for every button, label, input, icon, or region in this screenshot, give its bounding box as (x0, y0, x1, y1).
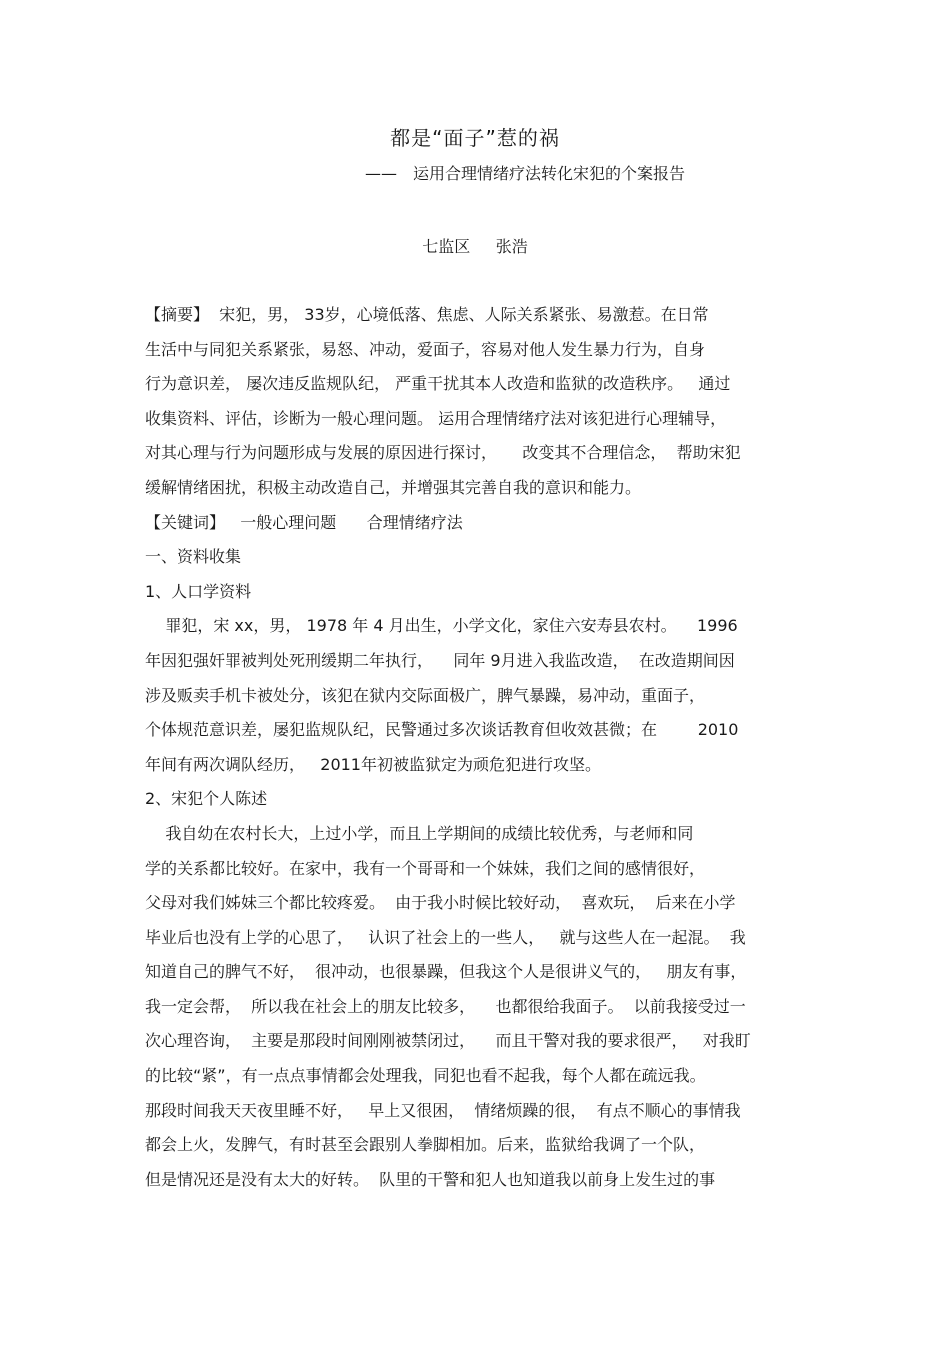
document-title: 都是“面子”惹的祸 (390, 126, 560, 150)
abstract-line: 行为意识差， 屡次违反监规队纪， 严重干扰其本人改造和监狱的改造秩序。 通过 (145, 374, 731, 394)
abstract-line: 缓解情绪困扰，积极主动改造自己，并增强其完善自我的意识和能力。 (145, 477, 642, 497)
abstract-line: 【摘要】 宋犯，男， 33岁，心境低落、焦虑、人际关系紧张、易激惹。在日常 (145, 305, 709, 324)
paragraph-line: 的比较“紧”，有一点点事情都会处理我，同犯也看不起我，每个人都在疏远我。 (145, 1066, 706, 1086)
abstract-line: 生活中与同犯关系紧张，易怒、冲动，爱面子，容易对他人发生暴力行为，自身 (145, 339, 706, 359)
keywords-line: 【关键词】 一般心理问题 合理情绪疗法 (145, 512, 463, 532)
paragraph-line: 年因犯强奸罪被判处死刑缓期二年执行， 同年 9月进入我监改造， 在改造期间因 (145, 650, 735, 670)
paragraph-line: 学的关系都比较好。在家中，我有一个哥哥和一个妹妹，我们之间的感情很好， (145, 858, 706, 878)
subsection-heading: 1、人口学资料 (145, 581, 252, 601)
section-heading: 一、资料收集 (145, 547, 242, 567)
paragraph-line: 知道自己的脾气不好， 很冲动，也很暴躁，但我这个人是很讲义气的， 朋友有事， (145, 962, 747, 982)
paragraph-line: 涉及贩卖手机卡被处分，该犯在狱内交际面极广，脾气暴躁，易冲动，重面子， (145, 685, 706, 705)
paragraph-line: 次心理咨询， 主要是那段时间刚刚被禁闭过， 而且干警对我的要求很严， 对我盯 (145, 1031, 751, 1051)
document-subtitle (365, 161, 685, 184)
paragraph-line: 我一定会帮， 所以我在社会上的朋友比较多， 也都很给我面子。 以前我接受过一 (145, 996, 746, 1016)
paragraph-line: 罪犯，宋 xx，男， 1978 年 4 月出生，小学文化，家住六安寿县农村。 1996 (145, 616, 738, 636)
paragraph-line: 我自幼在农村长大，上过小学，而且上学期间的成绩比较优秀，与老师和同 (145, 823, 694, 843)
paragraph-line: 个体规范意识差，屡犯监规队纪，民警通过多次谈话教育但收效甚微；在 2010 (145, 720, 739, 740)
paragraph-line: 都会上火，发脾气，有时甚至会跟别人拳脚相加。后来，监狱给我调了一个队， (145, 1135, 706, 1155)
paragraph-line: 但是情况还是没有太大的好转。 队里的干警和犯人也知道我以前身上发生过的事 (145, 1169, 716, 1189)
paragraph-line: 父母对我们姊妹三个都比较疼爱。 由于我小时候比较好动， 喜欢玩， 后来在小学 (145, 893, 736, 913)
paragraph-line: 年间有两次调队经历， 2011年初被监狱定为顽危犯进行攻坚。 (145, 754, 601, 774)
abstract-line: 对其心理与行为问题形成与发展的原因进行探讨， 改变其不合理信念， 帮助宋犯 (145, 443, 741, 463)
subtitle-dash: —— (365, 164, 397, 183)
subsection-heading: 2、宋犯个人陈述 (145, 789, 268, 809)
paragraph-line: 那段时间我天天夜里睡不好， 早上又很困， 情绪烦躁的很， 有点不顺心的事情我 (145, 1100, 741, 1120)
subtitle-text: 运用合理情绪疗法转化宋犯的个案报告 (413, 164, 686, 183)
author-line: 七监区 张浩 (422, 237, 528, 256)
body-text (145, 298, 813, 1197)
abstract-line: 收集资料、评估，诊断为一般心理问题。 运用合理情绪疗法对该犯进行心理辅导， (145, 408, 727, 428)
paragraph-line: 毕业后也没有上学的心思了， 认识了社会上的一些人， 就与这些人在一起混。 我 (145, 927, 746, 947)
